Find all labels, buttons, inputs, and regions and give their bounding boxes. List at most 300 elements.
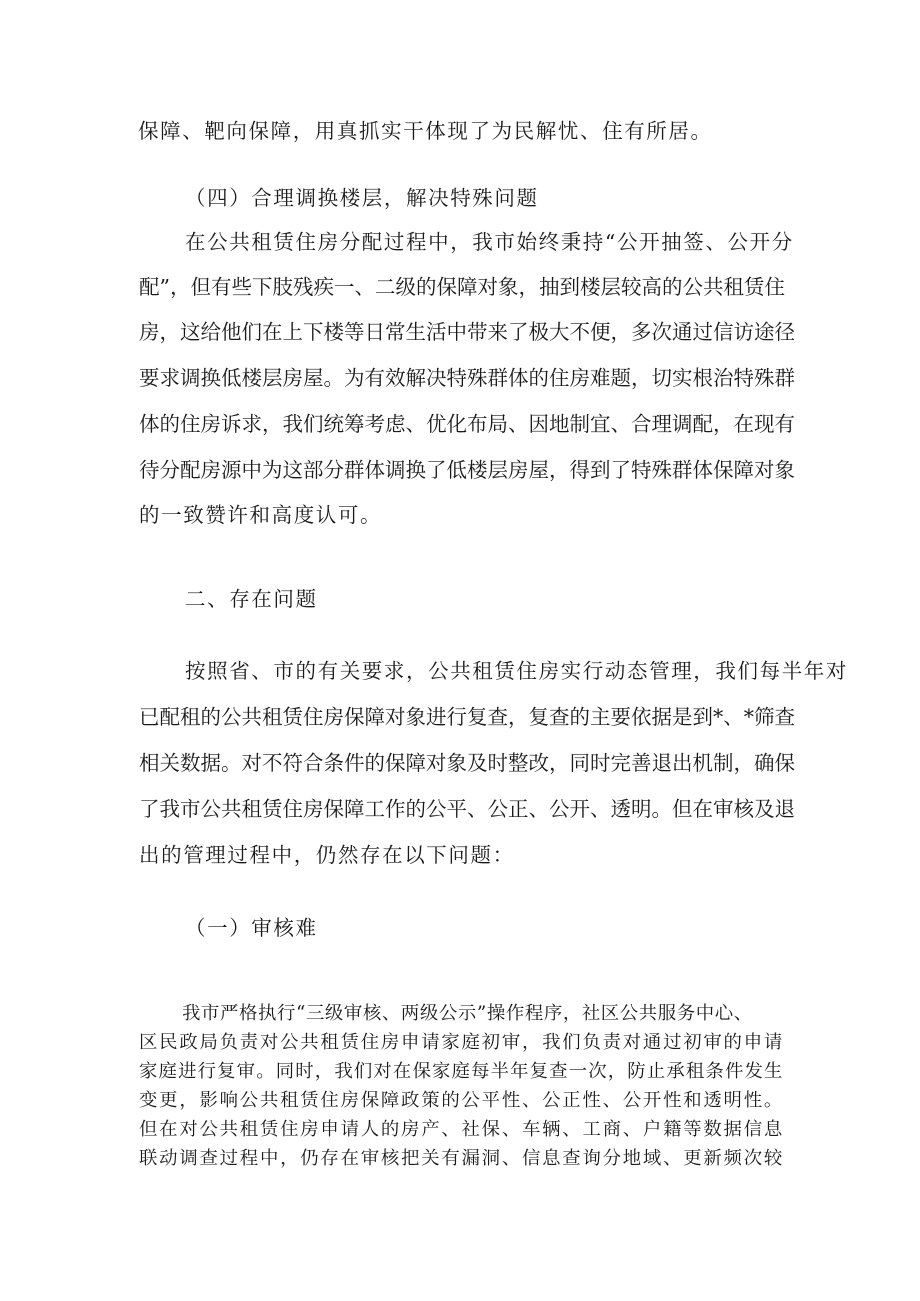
text-glyph: 辆 — [542, 1119, 562, 1140]
text-glyph: 上 — [282, 320, 303, 344]
text-glyph: 常 — [385, 320, 406, 344]
text-glyph: 局 — [487, 412, 508, 436]
text-glyph: 退 — [774, 797, 795, 821]
text-glyph: 防 — [627, 1061, 647, 1082]
text-glyph: 赁 — [262, 797, 283, 821]
text-glyph: 过 — [663, 1032, 683, 1053]
text-glyph: 住 — [549, 366, 570, 390]
text-glyph: 公 — [200, 797, 221, 821]
text-glyph: 机 — [692, 751, 713, 775]
text-glyph: 明 — [723, 1090, 743, 1111]
text-glyph: 善 — [631, 751, 652, 775]
text-glyph: 的 — [364, 751, 385, 775]
text-glyph: 楼 — [323, 320, 344, 344]
text-glyph: 的 — [528, 366, 549, 390]
text-glyph: 宜 — [590, 412, 611, 436]
text-glyph: 房 — [401, 1119, 421, 1140]
text-glyph: 复 — [528, 705, 549, 729]
text-glyph: 共 — [259, 1090, 279, 1111]
text-glyph: 生 — [405, 320, 426, 344]
text-glyph: 们 — [353, 1061, 373, 1082]
text-glyph: 一 — [568, 1061, 588, 1082]
text-glyph: 群 — [487, 366, 508, 390]
text-glyph: ， — [610, 320, 631, 344]
text-glyph: 殊 — [467, 366, 488, 390]
text-glyph: 屋 — [528, 458, 549, 482]
text-glyph: 同 — [569, 751, 590, 775]
text-glyph: 他 — [221, 320, 242, 344]
text-glyph: * — [743, 705, 754, 729]
text-glyph: 响 — [219, 1090, 239, 1111]
paragraph-line — [139, 751, 795, 775]
text-glyph: 为 — [262, 458, 283, 482]
text-glyph: 件 — [344, 751, 365, 775]
text-glyph: 完 — [610, 751, 631, 775]
text-glyph: 实 — [672, 366, 693, 390]
paragraph-line: 按照省、市的有关要求，公共租赁住房实行动态管理，我们每半年对 — [185, 659, 848, 683]
text-glyph: 地 — [622, 1148, 642, 1169]
section-heading: （一）审核难 — [185, 916, 318, 940]
text-glyph: 、 — [521, 1090, 541, 1111]
text-glyph: 多 — [631, 320, 652, 344]
text-glyph: 。 — [221, 751, 242, 775]
text-glyph: 屋 — [303, 366, 324, 390]
text-glyph: 策 — [421, 1090, 441, 1111]
text-glyph: 过 — [692, 320, 713, 344]
text-glyph: 、 — [467, 797, 488, 821]
text-glyph: 审 — [236, 1061, 256, 1082]
text-glyph: 庭 — [461, 1032, 481, 1053]
text-glyph: 了 — [610, 458, 631, 482]
text-glyph: 次 — [588, 1061, 608, 1082]
paragraph-line — [139, 1060, 783, 1084]
text-glyph: 公 — [280, 1032, 300, 1053]
text-glyph: 性 — [663, 1090, 683, 1111]
text-glyph: 障 — [364, 705, 385, 729]
text-glyph: 下 — [251, 275, 273, 299]
text-glyph: 房 — [200, 412, 221, 436]
text-glyph: 公 — [542, 1090, 562, 1111]
text-glyph: 时 — [487, 751, 508, 775]
text-glyph: 我 — [334, 1061, 354, 1082]
text-glyph: 们 — [562, 1032, 582, 1053]
text-glyph: 现 — [754, 412, 775, 436]
text-glyph: 住 — [320, 1090, 340, 1111]
text-glyph: 同 — [275, 1061, 295, 1082]
text-glyph: 发 — [744, 1061, 764, 1082]
paragraph-line: 保障、靶向保障，用真抓实干体现了为民解忧、住有所居。 — [138, 119, 713, 143]
text-glyph: 殊 — [754, 366, 775, 390]
text-glyph: 租 — [320, 1032, 340, 1053]
text-glyph: 询 — [582, 1148, 602, 1169]
text-glyph: ， — [521, 1032, 541, 1053]
text-glyph: 便 — [590, 320, 611, 344]
text-glyph: 过 — [219, 1148, 239, 1169]
text-glyph: ， — [549, 751, 570, 775]
text-glyph: 、 — [441, 1119, 461, 1140]
text-glyph: 带 — [467, 320, 488, 344]
text-glyph: 房 — [282, 366, 303, 390]
text-glyph: 。 — [323, 366, 344, 390]
text-glyph: 关 — [421, 1148, 441, 1169]
text-glyph: 公 — [682, 275, 703, 299]
text-glyph: 到 — [559, 275, 580, 299]
text-glyph: 、 — [405, 412, 426, 436]
text-glyph: 动 — [159, 1148, 179, 1169]
text-glyph: 住 — [180, 412, 201, 436]
text-glyph: 住 — [764, 275, 785, 299]
text-glyph: 配 — [180, 458, 201, 482]
text-glyph: 分 — [323, 458, 344, 482]
paragraph-line: 在公共租赁住房分配过程中，我市始终秉持“公开抽签、公开分 — [185, 230, 794, 254]
text-glyph: 访 — [733, 320, 754, 344]
text-glyph: 条 — [705, 1061, 725, 1082]
text-glyph: 群 — [774, 366, 795, 390]
text-glyph: 查 — [549, 705, 570, 729]
paragraph-line — [139, 275, 783, 299]
text-glyph: ， — [179, 1090, 199, 1111]
text-glyph: 了 — [426, 458, 447, 482]
text-glyph: 保 — [412, 1061, 432, 1082]
text-glyph: 障 — [456, 275, 478, 299]
text-glyph: 体 — [692, 458, 713, 482]
text-glyph: 对 — [259, 1032, 279, 1053]
text-glyph: 肢 — [272, 275, 293, 299]
text-glyph: 配 — [159, 705, 180, 729]
text-glyph: 、 — [501, 1148, 521, 1169]
text-glyph: 解 — [405, 366, 426, 390]
text-glyph: 条 — [323, 751, 344, 775]
text-glyph: 初 — [481, 1032, 501, 1053]
text-glyph: 有 — [774, 412, 795, 436]
text-glyph: 复 — [467, 705, 488, 729]
text-glyph: 高 — [641, 275, 662, 299]
text-glyph: 住 — [282, 797, 303, 821]
text-glyph: 题 — [610, 366, 631, 390]
text-glyph: 负 — [219, 1032, 239, 1053]
text-glyph: 责 — [602, 1032, 622, 1053]
text-glyph: 特 — [631, 458, 652, 482]
text-glyph: 配 — [139, 275, 160, 299]
text-glyph: 透 — [610, 797, 631, 821]
text-glyph: 些 — [231, 275, 252, 299]
text-glyph: 查 — [774, 705, 795, 729]
text-glyph: 统 — [323, 412, 344, 436]
text-glyph: 工 — [582, 1119, 602, 1140]
text-glyph: 平 — [481, 1090, 501, 1111]
text-glyph: 生 — [764, 1061, 783, 1082]
text-glyph: 楼 — [467, 458, 488, 482]
text-glyph: 人 — [360, 1119, 380, 1140]
text-glyph: 住 — [360, 1032, 380, 1053]
text-glyph: 关 — [159, 751, 180, 775]
text-glyph: 残 — [292, 275, 314, 299]
text-glyph: 洞 — [481, 1148, 501, 1169]
text-glyph: 保 — [360, 1090, 380, 1111]
text-glyph: 调 — [179, 1148, 199, 1169]
text-glyph: 分 — [602, 1148, 622, 1169]
text-glyph: 在 — [340, 1148, 360, 1169]
text-glyph: 部 — [303, 458, 324, 482]
text-glyph: 障 — [733, 458, 754, 482]
text-glyph: 制 — [569, 412, 590, 436]
text-glyph: 障 — [380, 1090, 400, 1111]
text-glyph: 给 — [200, 320, 221, 344]
text-glyph: 等 — [683, 1119, 703, 1140]
text-glyph: 行 — [446, 705, 467, 729]
text-glyph: 保 — [774, 751, 795, 775]
text-glyph: ， — [713, 412, 734, 436]
text-glyph: 已 — [139, 705, 160, 729]
text-glyph: 得 — [569, 458, 590, 482]
text-glyph: 公 — [461, 1090, 481, 1111]
text-glyph: 开 — [569, 797, 590, 821]
text-glyph: 家 — [139, 1061, 158, 1082]
text-glyph: 这 — [180, 320, 201, 344]
text-glyph: 要 — [610, 705, 631, 729]
text-glyph: 调 — [180, 366, 201, 390]
text-glyph: ， — [518, 275, 539, 299]
text-glyph: 漏 — [461, 1148, 481, 1169]
text-glyph: 初 — [683, 1032, 703, 1053]
text-glyph: 制 — [713, 751, 734, 775]
text-glyph: 了 — [139, 797, 160, 821]
text-glyph: 为 — [344, 366, 365, 390]
text-glyph: 。 — [256, 1061, 276, 1082]
text-glyph: 租 — [685, 1061, 705, 1082]
text-glyph: 工 — [364, 797, 385, 821]
text-glyph: 在 — [733, 412, 754, 436]
text-glyph: 申 — [743, 1032, 763, 1053]
text-glyph: 进 — [426, 705, 447, 729]
text-glyph: 难 — [590, 366, 611, 390]
text-glyph: 对 — [241, 751, 262, 775]
text-glyph: 社 — [461, 1119, 481, 1140]
text-glyph: ， — [631, 366, 652, 390]
text-glyph: 象 — [497, 275, 519, 299]
text-glyph: 考 — [364, 412, 385, 436]
text-glyph: 房 — [139, 320, 160, 344]
text-glyph: 房 — [569, 366, 590, 390]
text-glyph: 赁 — [340, 1032, 360, 1053]
text-glyph: 象 — [446, 751, 467, 775]
text-glyph: 但 — [190, 275, 211, 299]
text-glyph: 户 — [642, 1119, 662, 1140]
text-glyph: 保 — [713, 458, 734, 482]
text-glyph: 。 — [763, 1090, 783, 1111]
text-glyph: 们 — [241, 320, 262, 344]
text-glyph: 和 — [683, 1090, 703, 1111]
text-glyph: 开 — [642, 1090, 662, 1111]
text-glyph: 房 — [340, 1090, 360, 1111]
text-glyph: 分 — [159, 458, 180, 482]
text-glyph: 区 — [139, 1032, 158, 1053]
text-glyph: 一 — [333, 275, 355, 299]
text-glyph: 、 — [663, 1148, 683, 1169]
text-glyph: 租 — [280, 1090, 300, 1111]
text-glyph: 虑 — [385, 412, 406, 436]
text-glyph: 租 — [262, 705, 283, 729]
text-glyph: 切 — [651, 366, 672, 390]
text-glyph: 程 — [239, 1148, 259, 1169]
text-glyph: 活 — [426, 320, 447, 344]
text-glyph: 确 — [754, 751, 775, 775]
text-glyph: 据 — [723, 1119, 743, 1140]
text-glyph: 、 — [723, 705, 744, 729]
text-glyph: 年 — [510, 1061, 530, 1082]
text-glyph: 合 — [631, 412, 652, 436]
text-glyph: 楼 — [579, 275, 601, 299]
text-glyph: 存 — [320, 1148, 340, 1169]
text-glyph: 极 — [528, 320, 549, 344]
text-glyph: 根 — [692, 366, 713, 390]
text-glyph: 层 — [262, 366, 283, 390]
text-glyph: 特 — [733, 366, 754, 390]
text-glyph: 二 — [374, 275, 396, 299]
text-glyph: 在 — [159, 1119, 179, 1140]
text-glyph: 整 — [508, 751, 529, 775]
text-glyph: 低 — [446, 458, 467, 482]
text-glyph: 径 — [774, 320, 795, 344]
text-glyph: 体 — [364, 458, 385, 482]
text-glyph: 租 — [241, 797, 262, 821]
text-glyph: 市 — [180, 797, 201, 821]
text-glyph: 楼 — [241, 366, 262, 390]
text-glyph: 庭 — [158, 1061, 178, 1082]
text-glyph: 待 — [139, 458, 160, 482]
text-glyph: 障 — [344, 797, 365, 821]
text-glyph: 相 — [139, 751, 160, 775]
text-glyph: 调 — [672, 412, 693, 436]
text-glyph: 数 — [180, 751, 201, 775]
text-glyph: 负 — [582, 1032, 602, 1053]
text-glyph: 共 — [219, 1119, 239, 1140]
text-glyph: 换 — [200, 366, 221, 390]
text-glyph: 共 — [241, 705, 262, 729]
text-glyph: 到 — [692, 705, 713, 729]
text-glyph: 审 — [501, 1032, 521, 1053]
text-glyph: ， — [169, 275, 191, 299]
text-glyph: 次 — [743, 1148, 763, 1169]
text-glyph: 。 — [651, 797, 672, 821]
paragraph-line — [139, 366, 795, 390]
text-glyph: 公 — [426, 797, 447, 821]
text-glyph: 政 — [401, 1090, 421, 1111]
text-glyph: 的 — [569, 705, 590, 729]
text-glyph: 更 — [159, 1090, 179, 1111]
text-glyph: 筹 — [344, 412, 365, 436]
text-glyph: ， — [549, 458, 570, 482]
text-glyph: ， — [607, 1061, 627, 1082]
text-glyph: 对 — [622, 1032, 642, 1053]
text-glyph: 赁 — [259, 1119, 279, 1140]
text-glyph: 赁 — [743, 275, 765, 299]
text-glyph: 有 — [364, 366, 385, 390]
text-glyph: 责 — [239, 1032, 259, 1053]
text-glyph: 保 — [323, 797, 344, 821]
text-glyph: 半 — [490, 1061, 510, 1082]
text-glyph: 平 — [446, 797, 467, 821]
text-glyph: 承 — [666, 1061, 686, 1082]
text-glyph: 及 — [754, 797, 775, 821]
text-glyph: ” — [159, 275, 170, 299]
paragraph-line — [139, 320, 795, 344]
text-glyph: 共 — [702, 275, 724, 299]
text-glyph: 及 — [467, 751, 488, 775]
text-glyph: * — [713, 705, 724, 729]
text-glyph: 请 — [763, 1032, 783, 1053]
text-glyph: 的 — [441, 1090, 461, 1111]
text-glyph: 对 — [754, 458, 775, 482]
paragraph-line — [139, 458, 795, 482]
text-glyph: 仍 — [300, 1148, 320, 1169]
text-glyph: 我 — [282, 412, 303, 436]
text-glyph: 换 — [405, 458, 426, 482]
text-glyph: 租 — [723, 275, 744, 299]
text-glyph: 的 — [405, 797, 426, 821]
text-glyph: 信 — [743, 1119, 763, 1140]
text-glyph: 在 — [392, 1061, 412, 1082]
text-glyph: 有 — [441, 1148, 461, 1169]
text-glyph: 共 — [300, 1032, 320, 1053]
text-glyph: 优 — [426, 412, 447, 436]
text-glyph: 息 — [542, 1148, 562, 1169]
text-glyph: 民 — [159, 1032, 179, 1053]
text-glyph: 体 — [139, 412, 160, 436]
text-glyph: 中 — [446, 320, 467, 344]
text-glyph: 诉 — [221, 412, 242, 436]
text-glyph: 的 — [415, 275, 437, 299]
text-glyph: 频 — [723, 1148, 743, 1169]
text-glyph: 作 — [385, 797, 406, 821]
text-glyph: 中 — [241, 458, 262, 482]
text-glyph: 明 — [631, 797, 652, 821]
text-glyph: 来 — [487, 320, 508, 344]
text-glyph: 行 — [197, 1061, 217, 1082]
text-glyph: 查 — [487, 705, 508, 729]
text-glyph: 租 — [180, 705, 201, 729]
text-glyph: 依 — [631, 705, 652, 729]
paragraph-line — [139, 1031, 783, 1055]
paragraph-line — [139, 705, 795, 729]
text-glyph: 级 — [395, 275, 416, 299]
text-glyph: 车 — [521, 1119, 541, 1140]
text-glyph: 效 — [385, 366, 406, 390]
text-glyph: 家 — [441, 1032, 461, 1053]
text-glyph: 的 — [723, 1032, 743, 1053]
text-glyph: 件 — [724, 1061, 744, 1082]
text-glyph: 有 — [210, 275, 232, 299]
text-glyph: 请 — [421, 1032, 441, 1053]
text-glyph: 是 — [672, 705, 693, 729]
text-glyph: 局 — [199, 1032, 219, 1053]
text-glyph: 调 — [385, 458, 406, 482]
text-glyph: 产 — [421, 1119, 441, 1140]
text-glyph: 保 — [481, 1119, 501, 1140]
text-glyph: 中 — [259, 1148, 279, 1169]
text-glyph: 途 — [754, 320, 775, 344]
text-glyph: 层 — [600, 275, 621, 299]
text-glyph: 治 — [713, 366, 734, 390]
text-glyph: 、 — [528, 797, 549, 821]
text-glyph: 保 — [436, 275, 457, 299]
text-glyph: 公 — [221, 705, 242, 729]
text-glyph: 审 — [703, 1032, 723, 1053]
text-glyph: 性 — [743, 1090, 763, 1111]
text-glyph: 核 — [733, 797, 754, 821]
paragraph-line — [139, 797, 795, 821]
text-glyph: 的 — [159, 412, 180, 436]
